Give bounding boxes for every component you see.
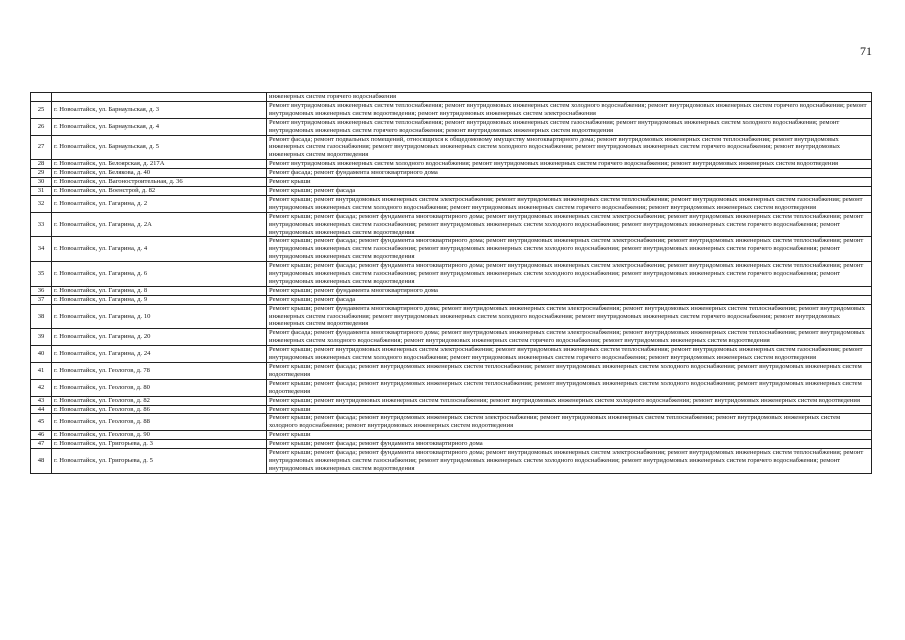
- address-cell: г. Новоалтайск, ул. Гагарина, д. 2: [52, 195, 267, 212]
- address-cell: г. Новоалтайск, ул. Гагарина, д. 10: [52, 304, 267, 329]
- address-cell: г. Новоалтайск, ул. Барнаульская, д. 5: [52, 135, 267, 160]
- table-row: [31, 118, 872, 135]
- row-number-cell: 33: [31, 212, 52, 237]
- works-cell: Ремонт крыши; ремонт фасада; ремонт фундамента многоквартирного дома; ремонт внутридомовых инженерных систем электроснабжения; ремонт внутридомовых инженерных систем теплоснабжения; ремонт внутридомовых инженерных систем газоснабжения; ремонт внутридомовых инженерных систем холодного водоснабжения; ремонт внутридомовых инженерных систем горячего водоснабжения; ремонт внутридомовых инженерных систем водоотведения: [267, 237, 872, 262]
- row-number-cell: 42: [31, 379, 52, 396]
- works-cell: Ремонт крыши; ремонт фасада: [267, 295, 872, 304]
- address-cell: г. Новоалтайск, ул. Барнаульская, д. 3: [52, 101, 267, 118]
- row-number-cell: 36: [31, 286, 52, 295]
- table-row: [31, 135, 872, 160]
- row-number-cell: 34: [31, 237, 52, 262]
- row-number-cell: 40: [31, 346, 52, 363]
- row-number-cell: 25: [31, 101, 52, 118]
- table-row: [31, 440, 872, 449]
- table-row: [31, 195, 872, 212]
- works-cell: Ремонт внутридомовых инженерных систем холодного водоснабжения; ремонт внутридомовых инженерных систем горячего водоснабжения; ремонт внутридомовых инженерных систем водоотведения: [267, 160, 872, 169]
- address-cell: г. Новоалтайск, ул. Григорьева, д. 3: [52, 440, 267, 449]
- page-number: 71: [860, 44, 872, 58]
- row-number-cell: 45: [31, 414, 52, 431]
- works-table-body: [31, 93, 872, 474]
- table-row: [31, 379, 872, 396]
- address-cell: г. Новоалтайск, ул. Гагарина, д. 20: [52, 329, 267, 346]
- works-cell: Ремонт внутридомовых инженерных систем теплоснабжения; ремонт внутридомовых инженерных систем газоснабжения; ремонт внутридомовых инженерных систем холодного водоснабжения; ремонт внутридомовых инженерных систем горячего водоснабжения; ремонт внутридомовых инженерных систем водоотведения: [267, 118, 872, 135]
- row-number-cell: [31, 93, 52, 102]
- table-row: [31, 101, 872, 118]
- works-cell: Ремонт крыши; ремонт фасада; ремонт фундамента многоквартирного дома; ремонт внутридомовых инженерных систем электроснабжения; ремонт внутридомовых инженерных систем теплоснабжения; ремонт внутридомовых инженерных систем газоснабжения; ремонт внутридомовых инженерных систем холодного водоснабжения; ремонт внутридомовых инженерных систем горячего водоснабжения; ремонт внутридомовых инженерных систем водоотведения: [267, 212, 872, 237]
- row-number-cell: 28: [31, 160, 52, 169]
- works-cell: Ремонт крыши: [267, 405, 872, 414]
- address-cell: г. Новоалтайск, ул. Военстрой, д. 82: [52, 186, 267, 195]
- address-cell: г. Новоалтайск, ул. Гагарина, д. 24: [52, 346, 267, 363]
- works-cell: Ремонт крыши; ремонт фасада; ремонт фундамента многоквартирного дома; ремонт внутридомовых инженерных систем электроснабжения; ремонт внутридомовых инженерных систем теплоснабжения; ремонт внутридомовых инженерных систем газоснабжения; ремонт внутридомовых инженерных систем холодного водоснабжения; ремонт внутридомовых инженерных систем горячего водоснабжения; ремонт внутридомовых инженерных систем водоотведения: [267, 262, 872, 287]
- address-cell: [52, 93, 267, 102]
- table-row: [31, 346, 872, 363]
- address-cell: г. Новоалтайск, ул. Гагарина, д. 8: [52, 286, 267, 295]
- row-number-cell: 47: [31, 440, 52, 449]
- address-cell: г. Новоалтайск, ул. Барнаульская, д. 4: [52, 118, 267, 135]
- table-row: [31, 449, 872, 474]
- address-cell: г. Новоалтайск, ул. Белякова, д. 40: [52, 169, 267, 178]
- works-cell: Ремонт крыши; ремонт фасада; ремонт внутридомовых инженерных систем теплоснабжения; ремонт внутридомовых инженерных систем холодного водоснабжения; ремонт внутридомовых инженерных систем водоотведения: [267, 363, 872, 380]
- row-number-cell: 31: [31, 186, 52, 195]
- works-cell: Ремонт крыши: [267, 178, 872, 187]
- row-number-cell: 41: [31, 363, 52, 380]
- address-cell: г. Новоалтайск, ул. Вагоностроительная, д. 36: [52, 178, 267, 187]
- address-cell: г. Новоалтайск, ул. Геологов, д. 78: [52, 363, 267, 380]
- table-row: [31, 405, 872, 414]
- address-cell: г. Новоалтайск, ул. Гагарина, д. 4: [52, 237, 267, 262]
- row-number-cell: 27: [31, 135, 52, 160]
- works-cell: Ремонт фасада; ремонт подвальных помещений, относящихся к общедомовому имуществу многоквартирного дома; ремонт внутридомовых инженерных систем теплоснабжения; ремонт внутридомовых инженерных систем газоснабжения; ремонт внутридомовых инженерных систем холодного водоснабжения; ремонт внутридомовых инженерных систем горячего водоснабжения; ремонт внутридомовых инженерных систем водоотведения: [267, 135, 872, 160]
- table-row: [31, 262, 872, 287]
- address-cell: г. Новоалтайск, ул. Григорьева, д. 5: [52, 449, 267, 474]
- address-cell: г. Новоалтайск, ул. Гагарина, д. 6: [52, 262, 267, 287]
- table-row: [31, 286, 872, 295]
- row-number-cell: 30: [31, 178, 52, 187]
- table-row: [31, 414, 872, 431]
- table-row: [31, 212, 872, 237]
- table-row: [31, 186, 872, 195]
- address-cell: г. Новоалтайск, ул. Гагарина, д. 9: [52, 295, 267, 304]
- row-number-cell: 26: [31, 118, 52, 135]
- address-cell: г. Новоалтайск, ул. Геологов, д. 82: [52, 396, 267, 405]
- row-number-cell: 38: [31, 304, 52, 329]
- address-cell: г. Новоалтайск, ул. Белоярская, д. 217А: [52, 160, 267, 169]
- works-table: [30, 92, 872, 474]
- table-row: [31, 237, 872, 262]
- address-cell: г. Новоалтайск, ул. Геологов, д. 90: [52, 431, 267, 440]
- table-row: [31, 396, 872, 405]
- row-number-cell: 37: [31, 295, 52, 304]
- works-cell: инженерных систем горячего водоснабжения: [267, 93, 872, 102]
- row-number-cell: 44: [31, 405, 52, 414]
- works-cell: Ремонт крыши: [267, 431, 872, 440]
- table-row: [31, 178, 872, 187]
- works-cell: Ремонт крыши; ремонт фасада; ремонт фундамента многоквартирного дома; ремонт внутридомовых инженерных систем электроснабжения; ремонт внутридомовых инженерных систем теплоснабжения; ремонт внутридомовых инженерных систем газоснабжения; ремонт внутридомовых инженерных систем холодного водоснабжения; ремонт внутридомовых инженерных систем горячего водоснабжения; ремонт внутридомовых инженерных систем водоотведения: [267, 449, 872, 474]
- works-cell: Ремонт крыши; ремонт внутридомовых инженерных систем электроснабжения; ремонт внутридомовых инженерных систем теплоснабжения; ремонт внутридомовых инженерных систем газоснабжения; ремонт внутридомовых инженерных систем холодного водоснабжения; ремонт внутридомовых инженерных систем горячего водоснабжения; ремонт внутридомовых инженерных систем водоотведения: [267, 195, 872, 212]
- works-cell: Ремонт крыши; ремонт фасада: [267, 186, 872, 195]
- row-number-cell: 43: [31, 396, 52, 405]
- row-number-cell: 32: [31, 195, 52, 212]
- works-cell: Ремонт фасада; ремонт фундамента многоквартирного дома; ремонт внутридомовых инженерных систем электроснабжения; ремонт внутридомовых инженерных систем теплоснабжения; ремонт внутридомовых инженерных систем холодного водоснабжения; ремонт внутридомовых инженерных систем горячего водоснабжения; ремонт внутридомовых инженерных систем водоотведения: [267, 329, 872, 346]
- row-number-cell: 48: [31, 449, 52, 474]
- address-cell: г. Новоалтайск, ул. Гагарина, д. 2А: [52, 212, 267, 237]
- address-cell: г. Новоалтайск, ул. Геологов, д. 86: [52, 405, 267, 414]
- address-cell: г. Новоалтайск, ул. Геологов, д. 88: [52, 414, 267, 431]
- row-number-cell: 46: [31, 431, 52, 440]
- works-cell: Ремонт крыши; ремонт фасада; ремонт внутридомовых инженерных систем теплоснабжения; ремонт внутридомовых инженерных систем холодного водоснабжения; ремонт внутридомовых инженерных систем водоотведения: [267, 379, 872, 396]
- table-row: [31, 329, 872, 346]
- table-row: [31, 363, 872, 380]
- table-row: [31, 160, 872, 169]
- works-cell: Ремонт крыши; ремонт фасада; ремонт фундамента многоквартирного дома: [267, 440, 872, 449]
- works-cell: Ремонт крыши; ремонт внутридомовых инженерных систем электроснабжения; ремонт внутридомовых инженерных систем теплоснабжения; ремонт внутридомовых инженерных систем газоснабжения; ремонт внутридомовых инженерных систем холодного водоснабжения; ремонт внутридомовых инженерных систем горячего водоснабжения; ремонт внутридомовых инженерных систем водоотведения: [267, 346, 872, 363]
- table-row: [31, 431, 872, 440]
- works-cell: Ремонт внутридомовых инженерных систем теплоснабжения; ремонт внутридомовых инженерных систем холодного водоснабжения; ремонт внутридомовых инженерных систем горячего водоснабжения; ремонт внутридомовых инженерных систем водоотведения; ремонт внутридомовых инженерных систем электроснабжения: [267, 101, 872, 118]
- table-row: [31, 169, 872, 178]
- works-cell: Ремонт крыши; ремонт фундамента многоквартирного дома; ремонт внутридомовых инженерных систем электроснабжения; ремонт внутридомовых инженерных систем теплоснабжения; ремонт внутридомовых инженерных систем газоснабжения; ремонт внутридомовых инженерных систем холодного водоснабжения; ремонт внутридомовых инженерных систем горячего водоснабжения; ремонт внутридомовых инженерных систем водоотведения: [267, 304, 872, 329]
- table-row: [31, 93, 872, 102]
- row-number-cell: 35: [31, 262, 52, 287]
- works-cell: Ремонт фасада; ремонт фундамента многоквартирного дома: [267, 169, 872, 178]
- row-number-cell: 39: [31, 329, 52, 346]
- row-number-cell: 29: [31, 169, 52, 178]
- works-cell: Ремонт крыши; ремонт внутридомовых инженерных систем теплоснабжения; ремонт внутридомовых инженерных систем холодного водоснабжения; ремонт внутридомовых инженерных систем водоотведения: [267, 396, 872, 405]
- works-cell: Ремонт крыши; ремонт фасада; ремонт внутридомовых инженерных систем электроснабжения; ремонт внутридомовых инженерных систем теплоснабжения; ремонт внутридомовых инженерных систем холодного водоснабжения; ремонт внутридомовых инженерных систем водоотведения: [267, 414, 872, 431]
- works-cell: Ремонт крыши; ремонт фундамента многоквартирного дома: [267, 286, 872, 295]
- table-row: [31, 295, 872, 304]
- address-cell: г. Новоалтайск, ул. Геологов, д. 80: [52, 379, 267, 396]
- table-row: [31, 304, 872, 329]
